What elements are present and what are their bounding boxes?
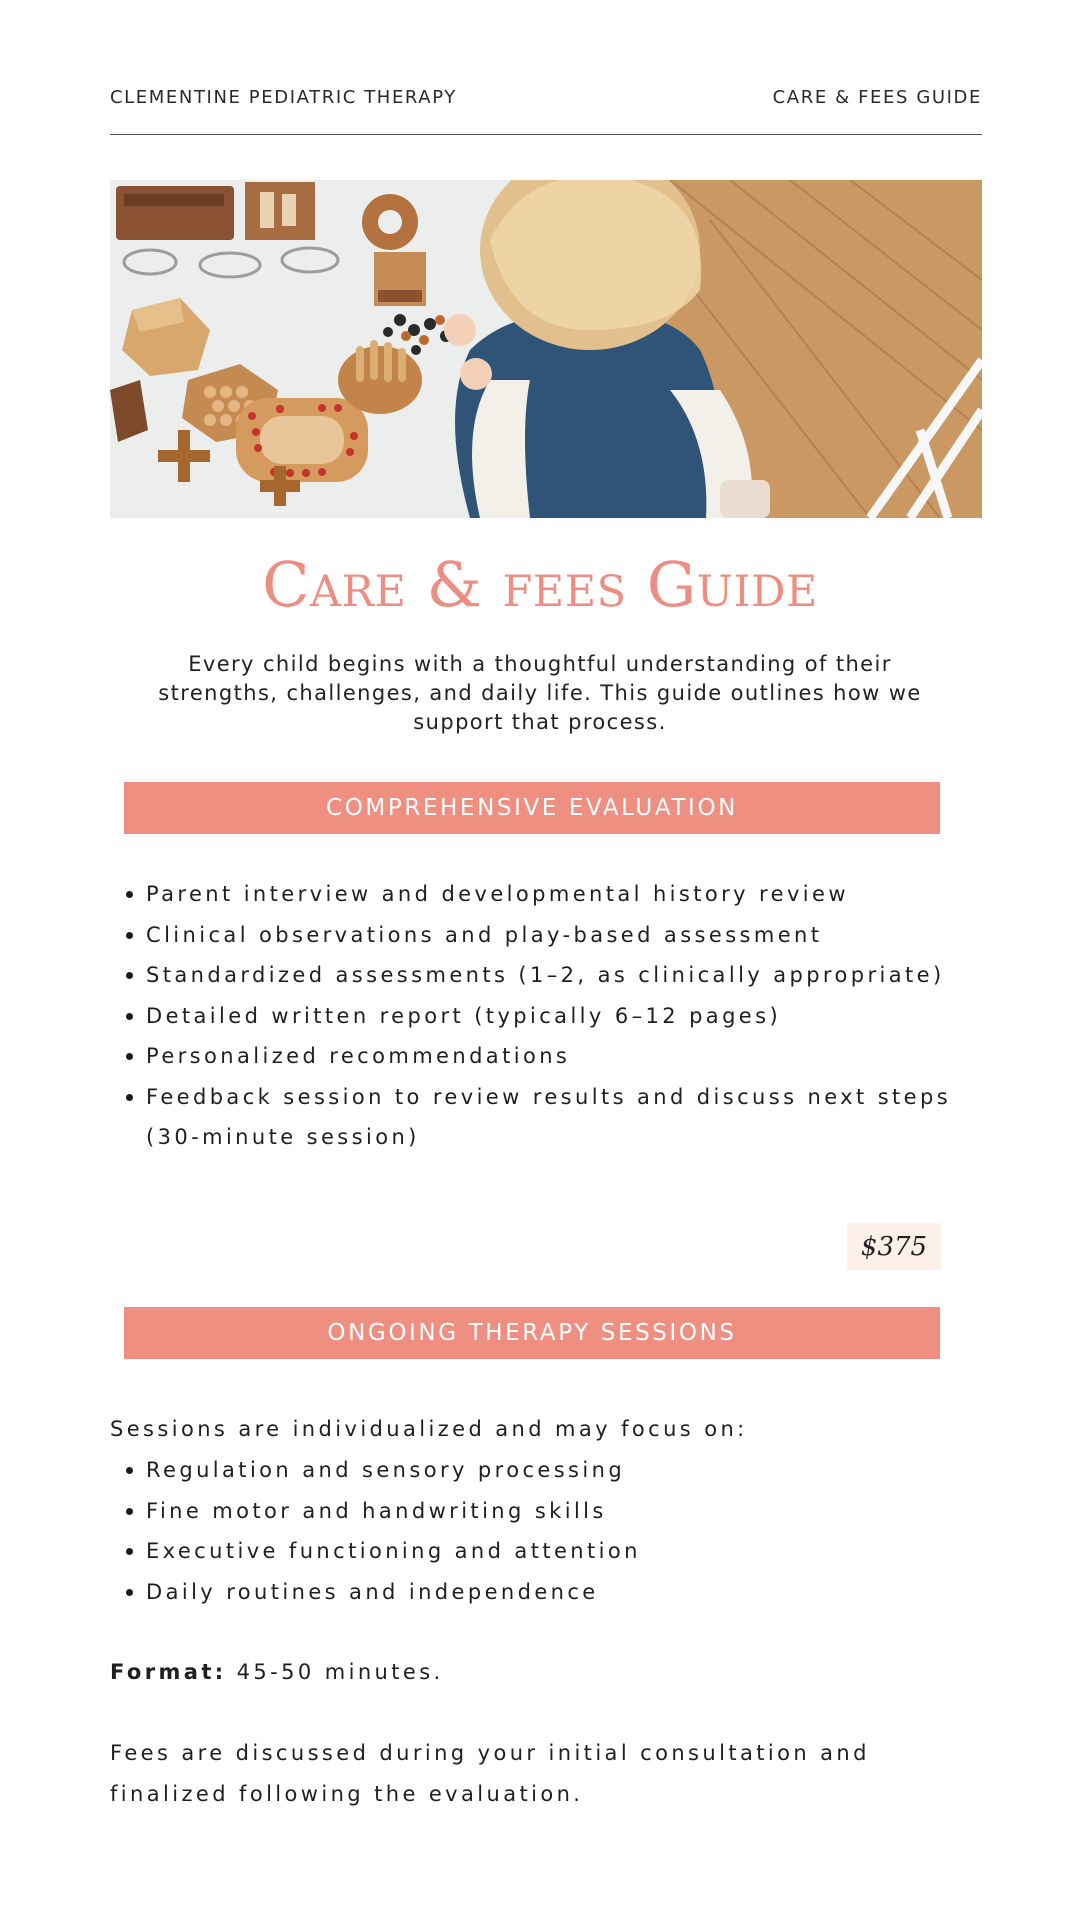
ongoing-heading (124, 1307, 940, 1359)
intro-paragraph: Every child begins with a thoughtful understanding of their strengths, challenges, and daily life. This guide outlines how we support that process. (158, 652, 922, 734)
practice-name: CLEMENTINE PEDIATRIC THERAPY (110, 86, 457, 108)
ongoing-lead: Sessions are individualized and may focus on: (110, 1417, 748, 1441)
guide-label: CARE & FEES GUIDE (772, 86, 982, 108)
fees-note: Fees are discussed during your initial consultation and finalized following the evaluation. (110, 1741, 870, 1806)
list-item: Parent interview and developmental history review (146, 874, 970, 915)
list-item: Daily routines and independence (146, 1572, 970, 1613)
list-item: Standardized assessments (1–2, as clinically appropriate) (146, 955, 970, 996)
list-item: Clinical observations and play-based assessment (146, 915, 970, 956)
evaluation-heading (124, 782, 940, 834)
format-label: Format: (110, 1660, 227, 1684)
list-item: Regulation and sensory processing (146, 1450, 970, 1491)
session-format (110, 1652, 444, 1692)
evaluation-heading-text: COMPREHENSIVE EVALUATION (326, 795, 738, 821)
document-header (110, 82, 982, 112)
list-item: Personalized recommendations (146, 1036, 970, 1077)
ongoing-heading-text: ONGOING THERAPY SESSIONS (327, 1320, 737, 1346)
hero-photo-illustration (110, 180, 982, 518)
list-item: Fine motor and handwriting skills (146, 1491, 970, 1532)
list-item: Executive functioning and attention (146, 1531, 970, 1572)
ongoing-focus-list (146, 1450, 970, 1612)
list-item: Feedback session to review results and discuss next steps (30-minute session) (146, 1077, 970, 1158)
evaluation-price (847, 1223, 941, 1270)
header-divider (110, 134, 982, 135)
list-item: Detailed written report (typically 6–12 pages) (146, 996, 970, 1037)
hero-photo (110, 180, 982, 518)
evaluation-price-value: $375 (860, 1231, 928, 1262)
evaluation-list (146, 874, 970, 1158)
format-value: 45-50 minutes. (236, 1660, 444, 1684)
page-title: Care & fees Guide (262, 548, 818, 621)
